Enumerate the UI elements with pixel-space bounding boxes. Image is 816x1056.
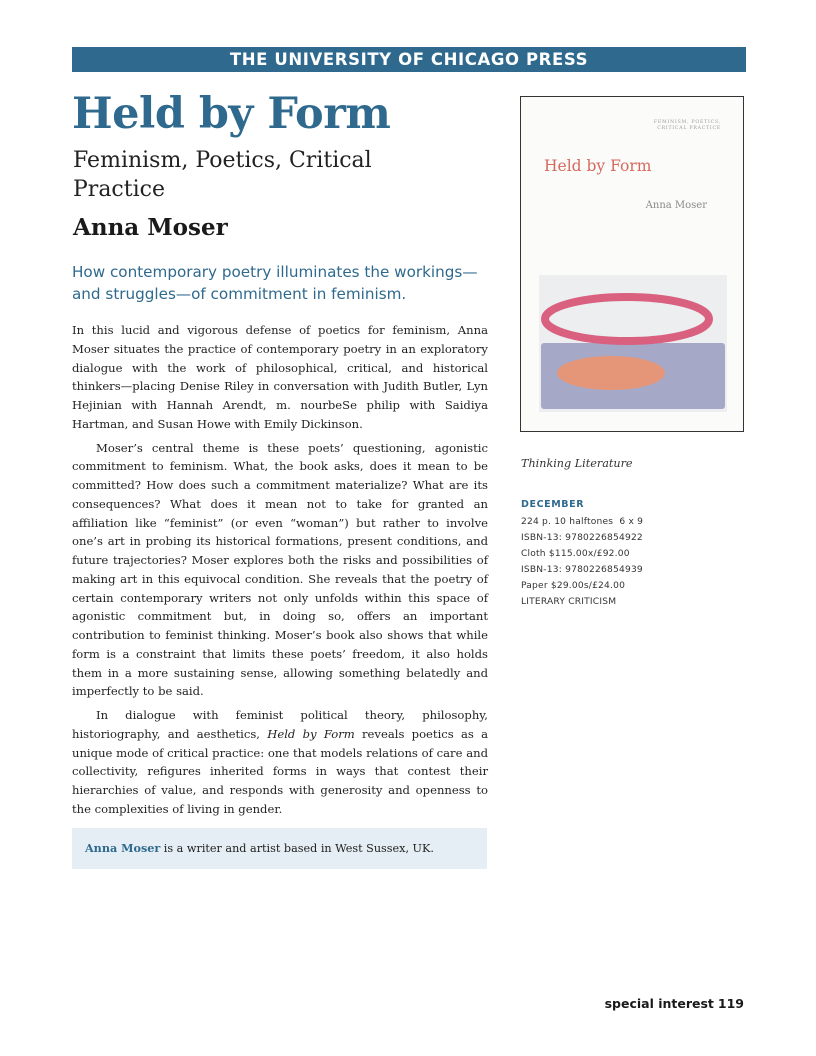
description-paragraph-3 [72,706,488,819]
isbn-cloth: ISBN-13: 9780226854922 [521,533,643,543]
cover-series-text [654,120,721,132]
paragraph-3-end: reveals poetics as a unique mode of critical practice: one that models relations of care and collectivity, refigures inherited forms in ways that contest their hierarchies of value, and responds with generosity and openness to the complexities of living in gender. [72,726,488,816]
paragraph-3-start: In dialogue with feminist political theory, philosophy, historiography, and aesthetics, [72,708,488,741]
book-subtitle: Feminism, Poetics, Critical Practice [73,148,372,202]
cover-art-orange-patch [557,356,665,390]
isbn-paper: ISBN-13: 9780226854939 [521,565,643,575]
footer-section: special interest [604,996,714,1011]
press-banner: THE UNIVERSITY OF CHICAGO PRESS [72,47,746,72]
cover-series-line-2: CRITICAL PRACTICE [657,126,721,131]
cover-title: Held by Form [544,157,652,175]
description-paragraph-2: Moser’s central theme is these poets’ questioning, agonistic commitment to feminism. What, the book asks, does it mean to be committed? How does such a commitment materialize? What are its consequences? What does it mean not to take for granted an affiliation like “feminist” (or even “woman”) but rather to involve one’s art in probing its historical formations, present conditions, and future trajectories? Moser explores both the risks and possibilities of making art in this equivocal condition. She reveals that the poetry of certain contemporary writers not only unfolds within this space of agonistic commitment but, in doing so, offers an important contribution to feminist thinking. Moser’s book also shows that while form is a constraint that limits these poets’ freedom, it also holds them in a more sustaining sense, allowing something belatedly and imperfectly to be said. [72,440,488,699]
book-cover-image [520,96,744,432]
book-description [72,321,488,824]
subject-category: LITERARY CRITICISM [521,597,617,607]
book-title: Held by Form [72,89,391,139]
paragraph-3-title-italic: Held by Form [267,726,355,741]
price-cloth: Cloth $115.00x/£92.00 [521,549,630,559]
series-name: Thinking Literature [521,457,633,470]
page-footer [605,996,744,1011]
cover-series-line-1: FEMINISM, POETICS, [653,120,721,125]
book-tagline: How contemporary poetry illuminates the workings—and struggles—of commitment in feminism. [72,263,478,303]
bio-text: is a writer and artist based in West Sussex, UK. [160,842,434,855]
page-number: 119 [717,996,744,1011]
bio-author-name: Anna Moser [85,841,161,855]
price-paper: Paper $29.00s/£24.00 [521,581,626,591]
author-bio-box [72,828,487,869]
book-specs: 224 p. 10 halftones 6 x 9 [521,517,644,527]
cover-author: Anna Moser [645,200,707,211]
book-metadata [521,498,643,610]
book-author: Anna Moser [73,214,228,241]
publication-month: DECEMBER [521,499,585,510]
cover-artwork [539,275,727,412]
description-paragraph-1: In this lucid and vigorous defense of poetics for feminism, Anna Moser situates the practice of contemporary poetry in an exploratory dialogue with the work of philosophical, critical, and historical thinkers—placing Denise Riley in conversation with Judith Butler, Lyn Hejinian with Hannah Arendt, m. nourbeSe philip with Saidiya Hartman, and Susan Howe with Emily Dickinson. [72,323,488,431]
